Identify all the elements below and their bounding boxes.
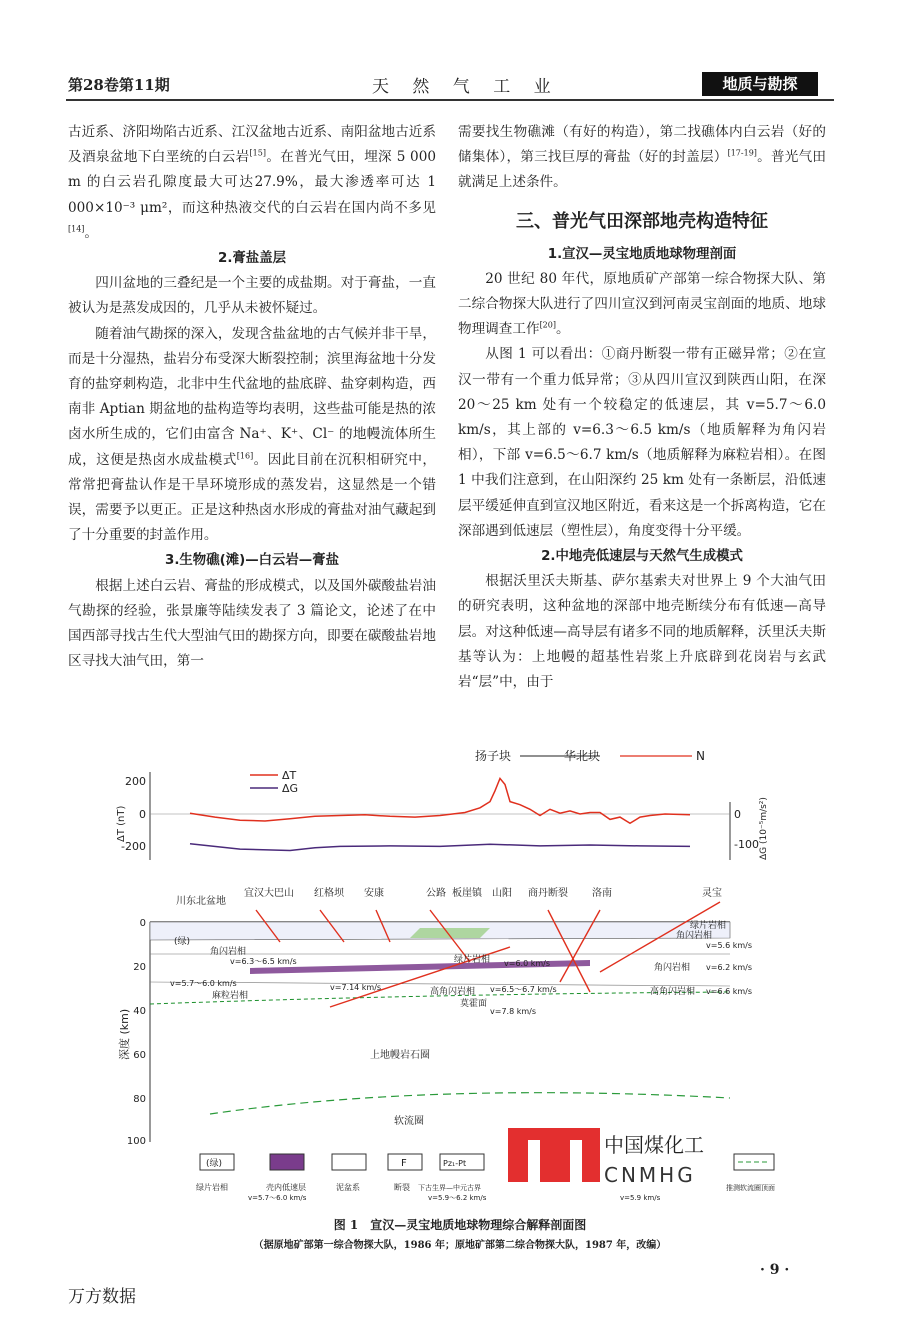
- legend-label-devonian: 泥盆系: [336, 1183, 360, 1192]
- place-lingbao: 灵宝: [702, 888, 722, 899]
- paragraph: [458, 342, 826, 544]
- left-column: [68, 120, 436, 674]
- legend-dT: ΔT: [282, 769, 297, 782]
- text-run: 2.中地壳低速层与天然气生成模式: [541, 549, 743, 565]
- depth-tick-40: 40: [133, 1006, 146, 1017]
- text-run: 20 世纪 80 年代，原地质矿产部第一综合物探大队、第二综合物探大队进行了四川宣汉到河南灵宝剖面的地质、地球物理调查工作: [458, 270, 826, 338]
- header-rule: [66, 99, 834, 101]
- place-dabashan: 大巴山: [264, 888, 294, 899]
- paragraph-continuation: [458, 120, 826, 196]
- figure-source: （据原地矿部第一综合物探大队，1986 年；原地矿部第二综合物探大队，1987 年，改编）: [253, 1240, 667, 1251]
- place-hongge: 红格坝: [314, 888, 344, 899]
- label-amph-2: 角闪岩相: [654, 963, 691, 973]
- text-run: 1.宣汉—灵宝地质地球物理剖面: [547, 246, 737, 262]
- depth-tick-100: 100: [126, 1136, 146, 1147]
- footer-watermark: 万方数据: [68, 1287, 136, 1307]
- legend-sym-fault: F: [401, 1158, 407, 1169]
- legend-sub-lvl: v=5.7～6.0 km/s: [248, 1194, 307, 1202]
- legend-sym-greenschist: (绿): [206, 1159, 223, 1169]
- legend-sub-pz: v=5.9～6.2 km/s: [428, 1194, 487, 1202]
- text-run: 。: [84, 224, 99, 241]
- text-run: 根据沃里沃夫斯基、萨尔基索夫对世界上 9 个大油气田的研究表明，这种盆地的深部中地壳断续分布有低速—高导层。对这种低速—高导层有诸多不同的地质解释，沃里沃夫斯基等认为：上地幔的超基性岩浆上升底辟到花岗岩与玄武岩“层”中，由于: [458, 573, 826, 691]
- logo-m-gap: [528, 1140, 540, 1182]
- place-banyazhen: 板崖镇: [452, 888, 482, 899]
- label-greenschist-2: 绿片岩相: [454, 955, 491, 965]
- left-tick-minus200: -200: [121, 840, 146, 853]
- legend-label-fault: 断裂: [394, 1183, 410, 1192]
- place-xuanhan: 宜汉: [244, 888, 264, 899]
- layer-boundary-2: [150, 982, 730, 986]
- label-v6567: v=6.5～6.7 km/s: [490, 985, 557, 994]
- label-upper-mantle: 上地幔岩石圈: [370, 1050, 430, 1061]
- legend-dG: ΔG: [282, 782, 299, 795]
- text-run: 古近系、济阳坳陷古近系、江汉盆地古近系、南阳盆地古近系及酒泉盆地下白垩统的白云岩: [68, 124, 436, 166]
- anomaly-panel: [116, 769, 769, 860]
- label-granulite: 麻粒岩相: [212, 991, 249, 1001]
- left-tick-200: 200: [125, 775, 146, 788]
- logo-m-gap2: [570, 1140, 582, 1182]
- watermark-en: CNMHG: [604, 1163, 696, 1187]
- label-v714: v=7.14 km/s: [330, 983, 382, 992]
- text-run: 随着油气勘探的深入，发现含盐盆地的古气候并非干旱，而是十分湿热，盐岩分布受深大断裂控制；滨里海盆地十分发育的盐穿刺构造，北非中生代盆地的盐底辟、盐穿刺构造，西南非 Aptian 期盆地的盐构造等均表明，这些盐可能是热的浓卤水所生成的，它们由富含 Na⁺、K⁺、Cl⁻ 的地幔流体所生成，这便是热卤水成盐模式: [68, 325, 436, 468]
- journal-title: 天 然 气 工 业: [372, 77, 560, 97]
- paragraph: [68, 574, 436, 675]
- place-ankang: 安康: [364, 888, 384, 899]
- anomaly-lines: [190, 778, 690, 850]
- figure-caption: 图 1 宣汉—灵宝地质地球物理综合解释剖面图: [333, 1218, 587, 1232]
- label-v56: v=5.6 km/s: [706, 941, 752, 950]
- left-axis-label: ΔT (nT): [116, 805, 127, 842]
- label-moho: 莫霍面: [460, 999, 488, 1009]
- text-run: 2.膏盐盖层: [218, 251, 286, 267]
- label-greenschist: (绿): [174, 937, 191, 947]
- depth-tick-0: 0: [139, 918, 146, 929]
- legend-sym-pz: Pz₁-Pt: [443, 1159, 467, 1168]
- text-run: 。普光气田就满足上述条件。: [458, 149, 827, 191]
- depth-tick-20: 20: [133, 962, 146, 973]
- label-amph-3: 角闪岩相: [676, 931, 713, 941]
- section-badge: 地质与勘探: [702, 72, 818, 96]
- place-sichuan-basin: 川东北盆地: [176, 896, 226, 907]
- paragraph: [68, 322, 436, 549]
- legend-swatch-lvl: [270, 1154, 304, 1170]
- section-heading: [458, 202, 826, 242]
- depth-tick-60: 60: [133, 1050, 146, 1061]
- right-tick-0: 0: [734, 808, 741, 821]
- subsection-heading: [458, 544, 826, 569]
- place-shangdan-fault: 商丹断裂: [528, 888, 568, 899]
- asthenosphere-line: [210, 1093, 730, 1114]
- text-run: 四川盆地的三叠纪是一个主要的成盐期。对于膏盐，一直被认为是蒸发成因的，几乎从未被怀疑过。: [68, 275, 436, 317]
- place-road: 公路: [426, 888, 446, 899]
- legend-label-greenschist: 绿片岩相: [196, 1183, 228, 1192]
- right-axis-label: ΔG (10⁻⁵m/s²): [759, 797, 769, 860]
- citation-ref: [15]: [249, 148, 266, 158]
- cross-section: [117, 886, 775, 1202]
- citation-ref: [14]: [68, 224, 85, 234]
- label-north-china: 华北块: [564, 749, 601, 763]
- label-high-amph: 高角闪岩相: [430, 987, 476, 997]
- text-run: 。: [555, 321, 570, 338]
- citation-ref: [17-19]: [727, 148, 757, 158]
- right-column: [458, 120, 826, 695]
- label-asthenosphere: 软流圈: [394, 1116, 424, 1127]
- depth-axis-label: 深度 (km): [118, 1008, 131, 1060]
- label-v78: v=7.8 km/s: [490, 1007, 536, 1016]
- legend-label-pz: 下古生界—中元古界: [418, 1184, 481, 1192]
- cnmhg-watermark: [508, 1128, 704, 1187]
- watermark-cn: 中国煤化工: [604, 1133, 704, 1157]
- paragraph: [458, 267, 826, 343]
- text-run: 三、普光气田深部地壳构造特征: [516, 210, 768, 232]
- label-north: N: [696, 749, 705, 763]
- figure-1: [116, 742, 790, 1212]
- text-run: 需要找生物礁滩（有好的构造），第二找礁体内白云岩（好的储集体），第三找巨厚的膏盐（好的封盖层）: [458, 124, 826, 166]
- subsection-heading: [68, 548, 436, 573]
- citation-ref: [16]: [236, 451, 254, 461]
- label-high-amph-2: 高角闪岩相: [650, 987, 696, 997]
- label-greenschist-3: 绿片岩相: [690, 921, 727, 931]
- paragraph: [458, 569, 826, 695]
- label-v5760: v=5.7～6.0 km/s: [170, 979, 237, 988]
- place-shanyang: 山阳: [492, 888, 512, 899]
- legend-sub-v59: v=5.9 km/s: [620, 1194, 661, 1202]
- journal-volume: 第28卷第11期: [68, 76, 170, 94]
- logo-m: [508, 1128, 600, 1182]
- series-dT-line: [190, 778, 690, 823]
- place-luonan: 洛南: [592, 888, 612, 899]
- legend-label-asth: 推测软流圈顶面: [726, 1184, 775, 1192]
- text-run: 。因此目前在沉积相研究中，常常把膏盐认作是干旱环境形成的蒸发岩，这显然是一个错误，需要予以更正。正是这种热卤水形成的膏盐对油气藏起到了十分重要的封盖作用。: [68, 451, 437, 544]
- left-tick-0: 0: [139, 808, 146, 821]
- text-run: 。在普光气田，埋深 5 000 m 的白云岩孔隙度最大可达27.9%，最大渗透率可达 1 000×10⁻³ μm²，而这种热液交代的白云岩在国内尚不多见: [68, 149, 436, 216]
- label-v6365: v=6.3～6.5 km/s: [230, 957, 297, 966]
- series-dG-line: [190, 844, 690, 851]
- page-number: · 9 ·: [760, 1262, 790, 1278]
- label-amph-1: 角闪岩相: [210, 947, 247, 957]
- text-run: 根据上述白云岩、膏盐的形成模式，以及国外碳酸盐岩油气勘探的经验，张景廉等陆续发表了 3 篇论文，论述了在中国西部寻找古生代大型油气田的勘探方向，即要在碳酸盐岩地区寻找大油气田，第一: [68, 577, 436, 670]
- citation-ref: [20]: [539, 320, 556, 330]
- paragraph-continuation: [68, 120, 436, 246]
- legend-swatch-devonian: [332, 1154, 366, 1170]
- legend-label-lvl: 壳内低速层: [266, 1183, 306, 1192]
- label-yangtze: 扬子块: [475, 749, 512, 763]
- text-run: 3.生物礁(滩)—白云岩—膏盐: [165, 553, 339, 569]
- label-v62: v=6.2 km/s: [706, 963, 752, 972]
- depth-tick-80: 80: [133, 1094, 146, 1105]
- label-v66: v=6.6 km/s: [706, 987, 752, 996]
- subsection-heading: [68, 246, 436, 271]
- subsection-heading: [458, 242, 826, 267]
- right-tick-minus100: -100: [734, 838, 759, 851]
- paragraph: [68, 271, 436, 321]
- label-v60: v=6.0 km/s: [504, 959, 550, 968]
- text-run: 从图 1 可以看出：①商丹断裂一带有正磁异常；②在宣汉一带有一个重力低异常；③从四川宣汉到陕西山阳，在深 20～25 km 处有一个较稳定的低速层，其 v=5.7～6.0 km/s，其上部的 v=6.3～6.5 km/s（地质解释为角闪岩相），下部 v=6.5～6.7 km/s（地质解释为麻粒岩相）。在图 1 中我们注意到，在山阳深约 25 km 处有一条断层，沿低速层平缓延伸直到宣汉地区附近，看来这是一个拆离构造，它在深部遇到低速层（塑性层），角度变得十分平缓。: [458, 346, 826, 539]
